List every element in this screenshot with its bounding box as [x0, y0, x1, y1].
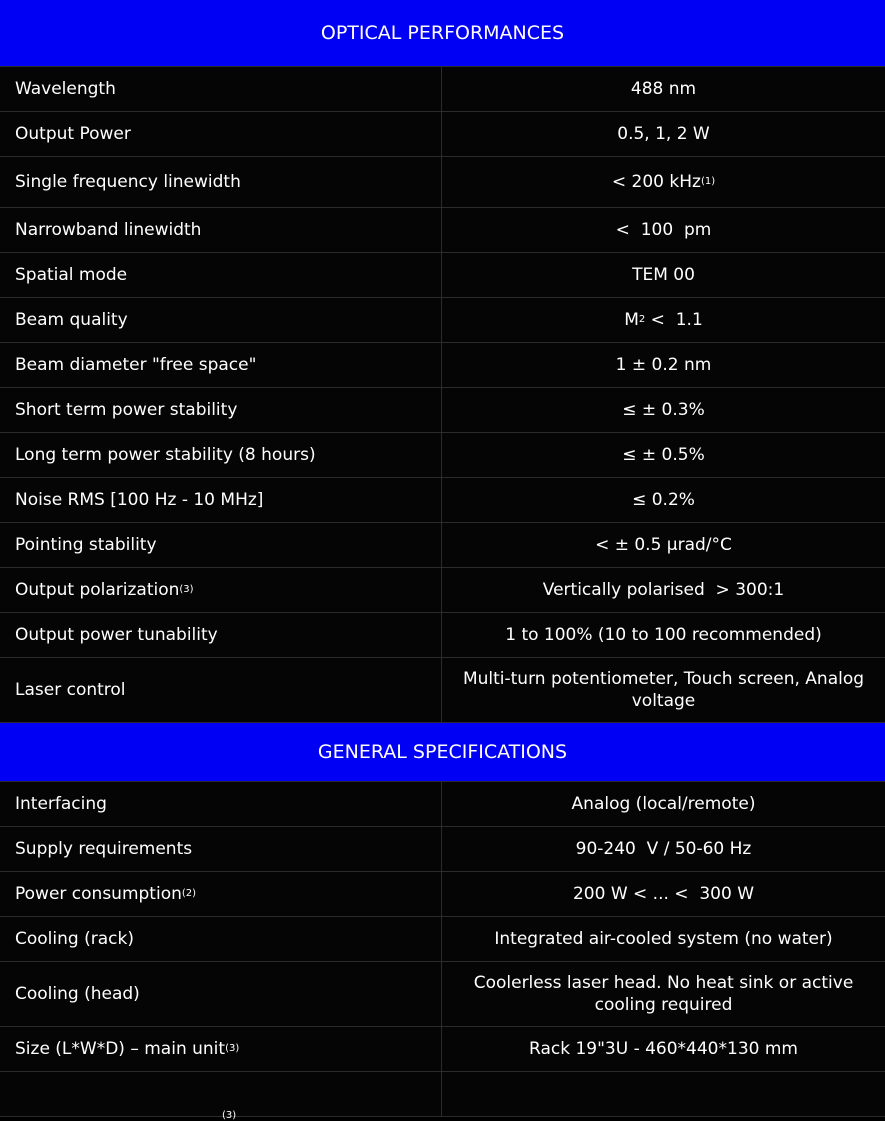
spec-value: M 2 < 1.1	[624, 310, 703, 330]
spec-label: Single frequency linewidth	[0, 157, 442, 207]
table-row	[0, 208, 885, 253]
table-row	[0, 827, 885, 872]
spec-label: Power consumption (2)	[0, 872, 442, 916]
spec-label: Output power tunability	[0, 613, 442, 657]
section-header-optical	[0, 0, 885, 67]
spec-label: Beam quality	[0, 298, 442, 342]
spec-label: Wavelength	[0, 67, 442, 111]
spec-value: < 200 kHz (1)	[611, 172, 716, 192]
table-row	[0, 962, 885, 1027]
spec-value: ≤ ± 0.3%	[622, 400, 705, 420]
table-row	[0, 157, 885, 208]
table-row	[0, 872, 885, 917]
table-row	[0, 298, 885, 343]
spec-label: Size (L*W*D) – main unit (3)	[0, 1027, 442, 1071]
section-title: GENERAL SPECIFICATIONS	[317, 741, 568, 763]
spec-value: 1 ± 0.2 nm	[615, 355, 712, 375]
table-row	[0, 782, 885, 827]
table-row	[0, 67, 885, 112]
table-row	[0, 568, 885, 613]
table-row	[0, 433, 885, 478]
table-row	[0, 917, 885, 962]
spec-label: Narrowband linewidth	[0, 208, 442, 252]
table-row	[0, 1072, 885, 1121]
spec-value: 90-240 V / 50-60 Hz	[575, 839, 752, 859]
table-row	[0, 343, 885, 388]
table-row	[0, 613, 885, 658]
spec-value: < 100 pm	[615, 220, 712, 240]
table-row	[0, 1027, 885, 1072]
spec-label: Cooling (rack)	[0, 917, 442, 961]
spec-value: Rack 19"3U - 460*440*130 mm	[529, 1039, 798, 1059]
spec-value: 1 to 100% (10 to 100 recommended)	[505, 625, 822, 645]
spec-label: Cooling (head)	[0, 962, 442, 1026]
section-title: OPTICAL PERFORMANCES	[320, 22, 565, 44]
table-row	[0, 112, 885, 157]
spec-label: (3)	[0, 1072, 442, 1116]
table-row	[0, 253, 885, 298]
table-row	[0, 478, 885, 523]
table-row	[0, 658, 885, 723]
spec-value: Vertically polarised > 300:1	[542, 580, 785, 600]
spec-value: TEM 00	[632, 265, 695, 285]
spec-label: Short term power stability	[0, 388, 442, 432]
table-row	[0, 523, 885, 568]
spec-label: Output polarization (3)	[0, 568, 442, 612]
spec-value: Coolerless laser head. No heat sink or active cooling required	[473, 973, 854, 1015]
spec-value: ≤ ± 0.5%	[622, 445, 705, 465]
spec-value: < ± 0.5 µrad/°C	[595, 535, 732, 555]
spec-value: ≤ 0.2%	[632, 490, 695, 510]
spec-value	[442, 1072, 885, 1116]
section-header-general	[0, 723, 885, 782]
spec-label: Noise RMS [100 Hz - 10 MHz]	[0, 478, 442, 522]
spec-label: Laser control	[0, 658, 442, 722]
spec-label: Interfacing	[0, 782, 442, 826]
spec-value: Integrated air-cooled system (no water)	[494, 929, 833, 949]
spec-label: Pointing stability	[0, 523, 442, 567]
spec-value: Analog (local/remote)	[571, 794, 756, 814]
spec-label: Long term power stability (8 hours)	[0, 433, 442, 477]
spec-value: Multi-turn potentiometer, Touch screen, Analog voltage	[462, 669, 865, 711]
spec-label: Supply requirements	[0, 827, 442, 871]
spec-value: 488 nm	[630, 79, 697, 99]
spec-value: 0.5, 1, 2 W	[617, 124, 710, 144]
spec-label: Output Power	[0, 112, 442, 156]
spec-value: 200 W < ... < 300 W	[572, 884, 755, 904]
spec-label: Spatial mode	[0, 253, 442, 297]
spec-label: Beam diameter "free space"	[0, 343, 442, 387]
table-row	[0, 388, 885, 433]
